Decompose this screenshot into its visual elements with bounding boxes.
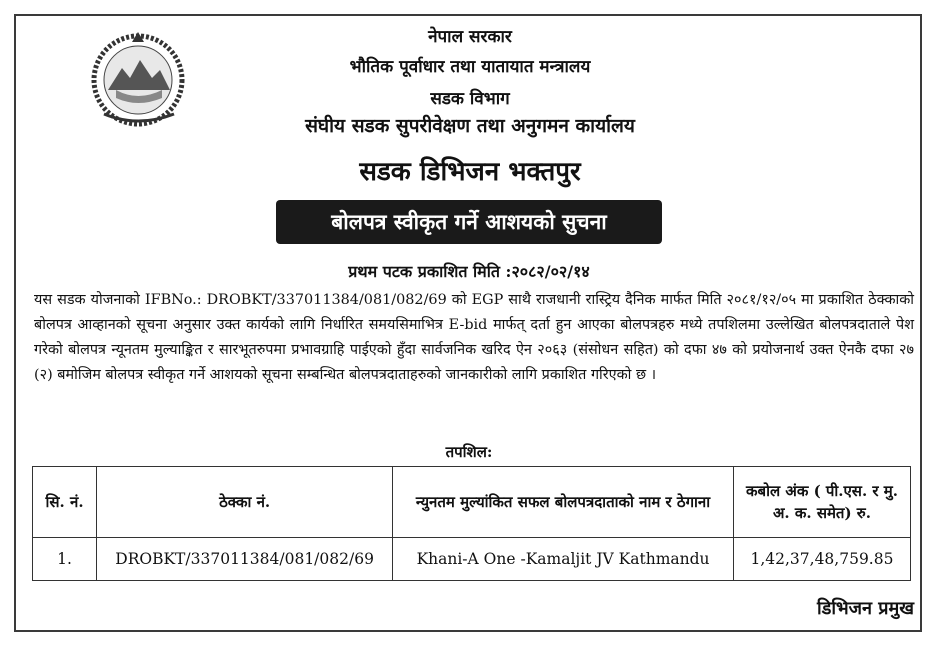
signature-division-chief: डिभिजन प्रमुख [817, 598, 914, 619]
header-department: सडक विभाग [430, 89, 510, 109]
nepal-government-emblem-icon [86, 28, 190, 128]
column-header-bidder: न्युनतम मुल्यांकित सफल बोलपत्रदाताको नाम र ठेगाना [393, 467, 734, 538]
notice-body: यस सडक योजनाको IFBNo.: DROBKT/337011384/081/082/69 को EGP साथै राजधानी रास्ट्रिय दैनिक मार्फत मिति २०८१/१२/०५ मा प्रकाशित ठेक्काको बोलपत्र आव्हानको सूचना अनुसार उक्त कार्यको लागि निर्धारित समयसिमाभित्र E-bid मार्फत् दर्ता हुन आएका बोलपत्रहरु मध्ये तपशिलमा उल्लेखित बोलपत्रदाताले पेश गरेको बोलपत्र न्यूनतम मुल्याङ्कित र सारभूतरुपमा प्रभावग्राहि पाईएको हुँदा सार्वजनिक खरिद ऐन २०६३ (संसोधन सहित) को दफा ४७ को प्रयोजनार्थ उक्त ऐनकै दफा २७ (२) बमोजिम बोलपत्र स्वीकृत गर्ने आशयको सूचना सम्बन्धित बोलपत्रदाताहरुको जानकारीको लागि प्रकाशित गरिएको छ । [34, 292, 914, 383]
cell-contract-no: DROBKT/337011384/081/082/69 [97, 538, 393, 581]
notice-title-banner: बोलपत्र स्वीकृत गर्ने आशयको सुचना [276, 200, 662, 244]
header-division: सडक डिभिजन भक्तपुर [359, 157, 581, 187]
published-date: प्रथम पटक प्रकाशित मिति :२०८२/०२/१४ [348, 262, 590, 281]
header-government: नेपाल सरकार [428, 27, 512, 47]
cell-serial: 1. [33, 538, 97, 581]
table-caption: तपशिल: [445, 443, 493, 461]
award-table [32, 466, 911, 581]
column-header-contract-no: ठेक्का नं. [97, 467, 393, 538]
table-row [33, 538, 911, 581]
header-office: संघीय सडक सुपरीवेक्षण तथा अनुगमन कार्यालय [305, 115, 635, 137]
column-header-serial: सि. नं. [33, 467, 97, 538]
table-header-row [33, 467, 911, 538]
column-header-amount: कबोल अंक ( पी.एस. र मु. अ. क. समेत) रु. [733, 467, 910, 538]
cell-amount: 1,42,37,48,759.85 [733, 538, 910, 581]
header-ministry: भौतिक पूर्वाधार तथा यातायात मन्त्रालय [349, 57, 591, 77]
cell-bidder: Khani-A One -Kamaljit JV Kathmandu [393, 538, 734, 581]
